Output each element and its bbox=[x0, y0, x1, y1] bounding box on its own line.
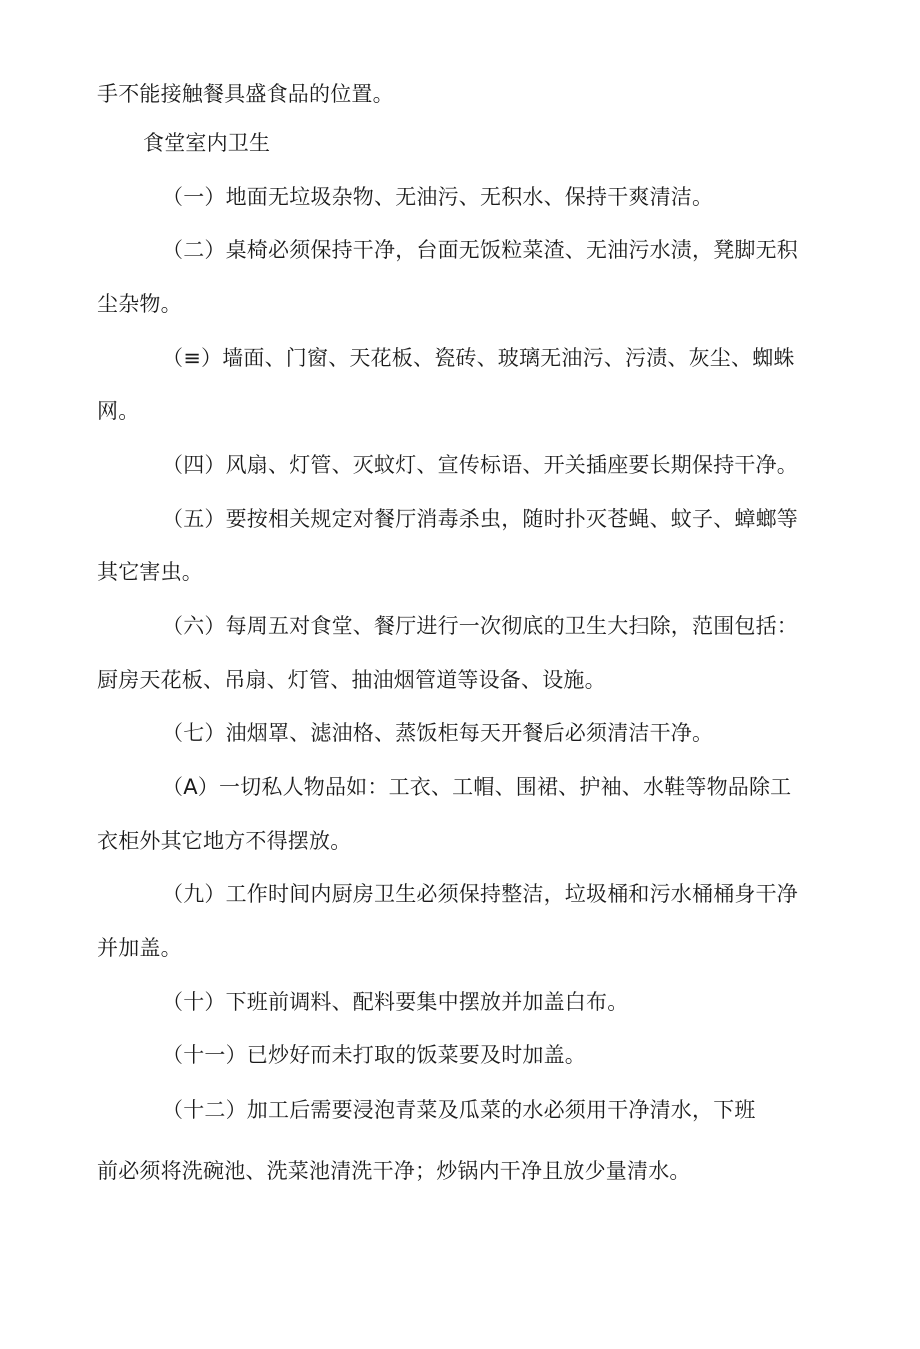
text-line-21: 前必须将洗碗池、洗菜池清洗干净；炒锅内干净且放少量清水。 bbox=[97, 1159, 691, 1183]
text-line-17: 并加盖。 bbox=[97, 936, 182, 960]
text-line-18: （十）下班前调料、配料要集中摆放并加盖白布。 bbox=[162, 990, 629, 1014]
section-heading: 食堂室内卫生 bbox=[143, 131, 271, 155]
text-line-5: 尘杂物。 bbox=[97, 292, 182, 316]
text-line-4: （二）桌椅必须保持干净，台面无饭粒菜渣、无油污水渍，凳脚无积 bbox=[162, 238, 798, 262]
text-line-15: 衣柜外其它地方不得摆放。 bbox=[97, 829, 352, 853]
text-line-16: （九）工作时间内厨房卫生必须保持整洁，垃圾桶和污水桶桶身干净 bbox=[162, 882, 798, 906]
text-line-12: 厨房天花板、吊扇、灯管、抽油烟管道等设备、设施。 bbox=[97, 668, 606, 692]
text-line-19: （十一）已炒好而未打取的饭菜要及时加盖。 bbox=[162, 1043, 586, 1067]
text-line-11: （六）每周五对食堂、餐厅进行一次彻底的卫生大扫除，范围包括： bbox=[162, 614, 798, 638]
text-line-1: 手不能接触餐具盛食品的位置。 bbox=[97, 82, 394, 106]
text-line-13: （七）油烟罩、滤油格、蒸饭柜每天开餐后必须清洁干净。 bbox=[162, 721, 714, 745]
text-line-8: （四）风扇、灯管、灭蚊灯、宣传标语、开关插座要长期保持干净。 bbox=[162, 453, 798, 477]
text-line-7: 网。 bbox=[97, 399, 140, 423]
text-line-20: （十二）加工后需要浸泡青菜及瓜菜的水必须用干净清水，下班 bbox=[162, 1098, 756, 1122]
text-line-9: （五）要按相关规定对餐厅消毒杀虫，随时扑灭苍蝇、蚊子、蟑螂等 bbox=[162, 507, 798, 531]
text-line-3: （一）地面无垃圾杂物、无油污、无积水、保持干爽清洁。 bbox=[162, 185, 714, 209]
text-line-10: 其它害虫。 bbox=[97, 560, 203, 584]
text-line-14: （A）一切私人物品如：工衣、工帽、围裙、护袖、水鞋等物品除工 bbox=[162, 775, 792, 799]
text-line-6: （≡）墙面、门窗、天花板、瓷砖、玻璃无油污、污渍、灰尘、蜘蛛 bbox=[162, 346, 795, 370]
